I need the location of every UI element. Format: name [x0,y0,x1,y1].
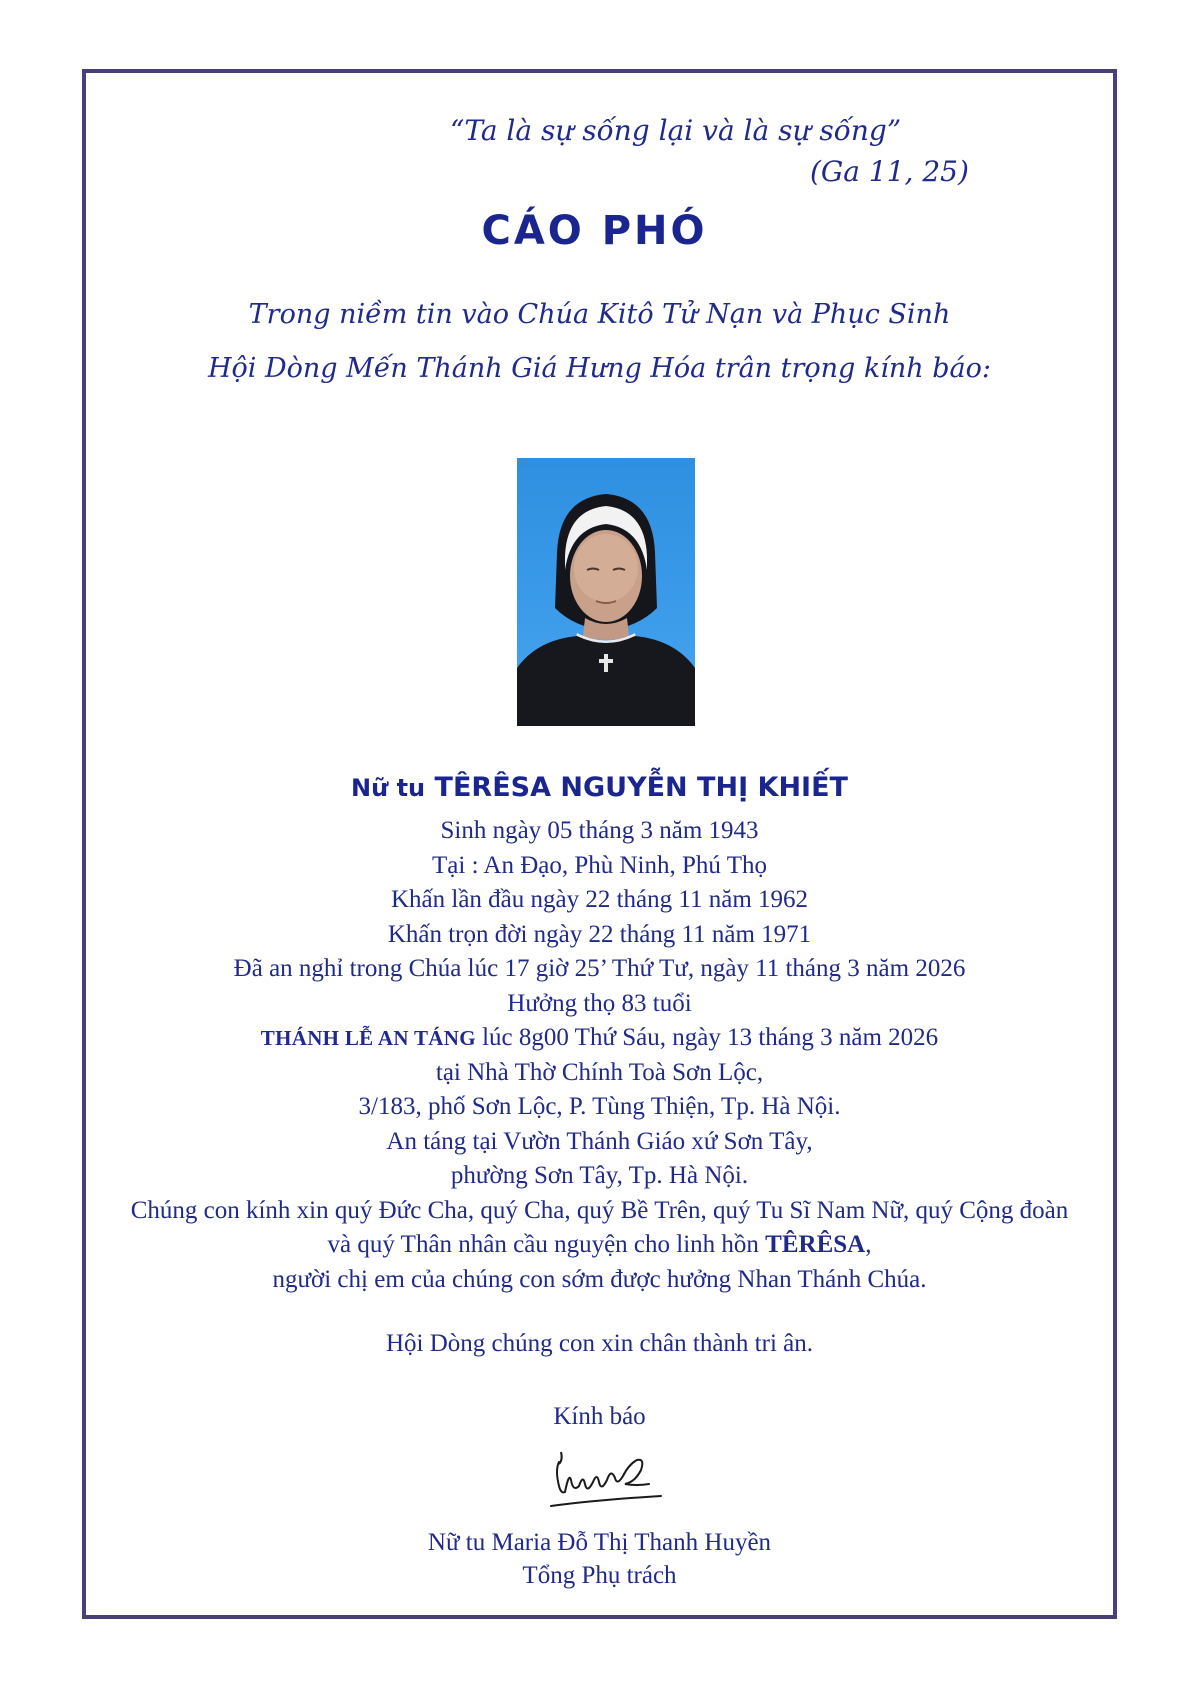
burial-ward: phường Sơn Tây, Tp. Hà Nội. [450,1162,749,1189]
page-title-text: CÁO PHÓ [481,208,708,254]
closing-line: Kính báo [553,1403,646,1430]
scripture-quote: “Ta là sự sống lại và là sự sống” [450,114,902,147]
death-date: Đã an nghỉ trong Chúa lúc 17 giờ 25’ Thứ Tư, ngày 11 tháng 3 năm 2026 [233,955,966,982]
funeral-mass-line [82,1021,1117,1056]
signer-title: Tổng Phụ trách [522,1562,677,1589]
funeral-church: tại Nhà Thờ Chính Toà Sơn Lộc, [435,1058,764,1086]
intro-line-2: Hội Dòng Mến Thánh Giá Hưng Hóa trân trọng kính báo: [208,353,991,384]
age: Hưởng thọ 83 tuổi [507,989,692,1017]
intro-line-1: Trong niềm tin vào Chúa Kitô Tử Nạn và Phục Sinh [248,299,951,330]
signer-name: Nữ tu Maria Đỗ Thị Thanh Huyền [427,1529,772,1556]
request-line-2-punct: , [865,1231,872,1258]
funeral-label: THÁNH LỄ AN TÁNG [260,1026,476,1050]
request-line-2-text: và quý Thân nhân cầu nguyện cho linh hồn [327,1231,759,1258]
deceased-name-line [82,772,1117,803]
request-line-1: Chúng con kính xin quý Đức Cha, quý Cha, quý Bề Trên, quý Tu Sĩ Nam Nữ, quý Cộng đoàn [130,1196,1069,1224]
thanks-line: Hội Dòng chúng con xin chân thành tri ân. [386,1330,813,1357]
funeral-address: 3/183, phố Sơn Lộc, P. Tùng Thiện, Tp. Hà Nội. [358,1093,841,1120]
deceased-prefix: Nữ tu [351,774,426,802]
first-vows: Khấn lần đầu ngày 22 tháng 11 năm 1962 [390,886,809,913]
page-title [82,208,1117,254]
deceased-name: TÊRÊSA NGUYỄN THỊ KHIẾT [434,772,848,803]
burial-place: An táng tại Vườn Thánh Giáo xứ Sơn Tây, [386,1127,813,1155]
signature-image [545,1442,665,1514]
funeral-time: lúc 8g00 Thứ Sáu, ngày 13 tháng 3 năm 2026 [482,1024,939,1051]
scripture-reference: (Ga 11, 25) [810,155,969,188]
request-line-2 [82,1228,1117,1263]
request-line-3: người chị em của chúng con sớm được hưởng Nhan Thánh Chúa. [272,1265,927,1293]
final-vows: Khấn trọn đời ngày 22 tháng 11 năm 1971 [387,920,812,948]
birth-place: Tại : An Đạo, Phù Ninh, Phú Thọ [432,851,767,879]
request-line-2-name: TÊRÊSA [765,1231,866,1258]
portrait-illustration [517,458,695,726]
obituary-details [82,814,1117,1297]
portrait-photo [517,458,695,726]
birth-date: Sinh ngày 05 tháng 3 năm 1943 [440,817,759,844]
